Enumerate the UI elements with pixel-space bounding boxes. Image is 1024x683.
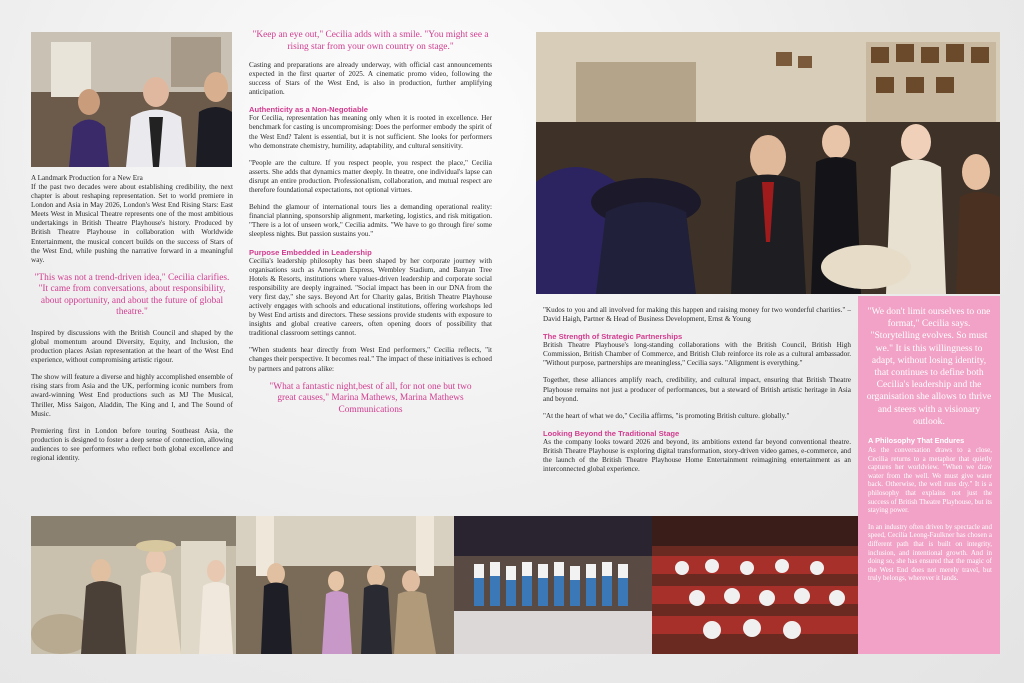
col3-paragraph-3: Together, these alliances amplify reach, credibility, and cultural impact, ensuring that British Theatre Playhouse remains not just a producer of performances, but a steward of British artistic heritage in Asia and beyond.	[543, 376, 851, 403]
photo-reception-crowd	[536, 32, 1000, 294]
col1-intro: If the past two decades were about establishing credibility, the next chapter is about reshaping representation. Set to world premiere in London and Asia in May 2026, London's West End Rising Stars: East Meets West in Musical Theatre represents one of the most ambitious undertakings in British Theatre Playhouse's history. Produced by British Theatre Playhouse in collaboration with Worldwide Entertainment, the musical concert builds on the success of Stars of the West End, while pushing the narrative forward in a meaningful way.	[31, 183, 233, 264]
heading-authenticity: Authenticity as a Non-Negotiable	[249, 105, 368, 115]
col3-paragraph-2: British Theatre Playhouse's long-standing collaborations with the British Council, British High Commission, British Chamber of Commerce, and British Club reinforce its role as a cultural ambassador. "Without purpose, partnerships are meaningless," Cecilia says. "Alignment is everything."	[543, 341, 851, 368]
sidebar-quote: "We don't limit ourselves to one format," Cecilia says. "Storytelling evolves. So must we." It is this willingness to adapt, without losing identity, that continues to define both Cecilia's leadership and the organisation she allows to thrive and steers with a visionary outlook.	[866, 306, 992, 427]
col1-paragraph-3: The show will feature a diverse and highly accomplished ensemble of rising stars from Asia and the UK, performing iconic numbers from award-winning West End productions such as MJ The Musical, Thriller, Miss Saigon, Aladdin, The King and I, and The Sound of Music.	[31, 373, 233, 418]
section-title-landmark: A Landmark Production for a New Era	[31, 174, 143, 182]
photo-students-group	[454, 516, 652, 654]
col3-paragraph-5: As the company looks toward 2026 and beyond, its ambitions extend far beyond conventional theatre. British Theatre Playhouse is exploring digital transformation, story-driven video games, e-commerce, and the launch of the British Theatre Playhouse Home Entertainment reimagining entertainment as an interconnected global experience.	[543, 437, 851, 474]
photo-stage-performance	[31, 516, 236, 654]
sidebar-paragraph-1: As the conversation draws to a close, Cecilia returns to a metaphor that quietly captures her worldview. "When we draw water from the well. We must give water back. Otherwise, the well runs dry." It is a philosophy that explains not just the success of British Theatre Playhouse, but its staying power.	[868, 446, 992, 515]
column-2	[249, 30, 492, 426]
heading-philosophy: A Philosophy That Endures	[868, 436, 965, 446]
col2-paragraph-6: "When students hear directly from West End performers," Cecilia reflects, "it changes their perspective. It becomes real." The impact of these initiatives is echoed by partners and patrons alike:	[249, 346, 492, 373]
col1-paragraph-4: Premiering first in London before touring Southeast Asia, the production is designed to foster a deep sense of connection, allowing audiences to see performers who reflect both global excellence and regional identity.	[31, 426, 233, 462]
col3-paragraph-1: "Kudos to you and all involved for making this happen and raising money for two wonderful charities." – David Haigh, Partner & Head of Business Development, Ernst & Young	[543, 306, 851, 324]
col3-paragraph-4: "At the heart of what we do," Cecilia affirms, "is promoting British culture. globally."	[543, 411, 790, 420]
column-1	[31, 174, 233, 471]
pull-quote-rising-star: "Keep an eye out," Cecilia adds with a smile. "You might see a rising star from your own country on stage."	[252, 30, 489, 52]
col2-paragraph-2: For Cecilia, representation has meaning only when it is rooted in excellence. Her benchmark for casting is uncompromising: Does the performer embody the spirit of the West End? Talent is essential, but it is not sufficient. She looks for performers who demonstrate chemistry, humility, adaptability, and cultural sensitivity.	[249, 114, 492, 150]
column-3	[543, 306, 851, 482]
col2-paragraph-5: Cecilia's leadership philosophy has been shaped by her corporate journey with organisations such as American Express, Wembley Stadium, and Banyan Tree Hotels & Resorts, institutions where values-driven leadership and corporate social responsibility are deeply ingrained. "Social impact has been in our DNA from the very first day," she says. Beyond Art for Charity galas, British Theatre Playhouse actively engages with schools and educational institutions, offering workshops led by West End artists and directors. These sessions provide students with exposure to insights and global creative careers, often opening doors of possibility that traditional classroom settings cannot.	[249, 256, 492, 338]
col1-paragraph-2: Inspired by discussions with the British Council and shaped by the global momentum around Diversity, Equity, and Inclusion, the production places Asian representation at the heart of the West End experience, without compromising artistic rigour.	[31, 328, 233, 365]
photo-theatre-audience	[652, 516, 858, 654]
col2-paragraph-3: "People are the culture. If you respect people, you respect the place," Cecilia asserts. She adds that dynamics matter deeply. In theatre, one individual's lapse can disrupt an entire production. Professionalism, collaboration, and mutual respect are therefore foundational expectations, not optional virtues.	[249, 158, 492, 195]
heading-beyond-stage: Looking Beyond the Traditional Stage	[543, 428, 680, 438]
photo-guests-at-event	[31, 32, 232, 167]
pull-quote-marina: "What a fantastic night,best of all, for not one but two great causes," Marina Mathews, Marina Mathews Communications	[269, 381, 472, 415]
pull-quote-trend: "This was not a trend-driven idea," Cecilia clarifies. "It came from conversations, about responsibility, about opportunity, and about the future of global theatre."	[34, 272, 230, 318]
sidebar-philosophy	[858, 296, 1000, 654]
sidebar-paragraph-2: In an industry often driven by spectacle and speed, Cecilia Leong-Faulkner has chosen a different path that is built on integrity, inclusion, and intentional growth. And in doing so, she has ensured that the magic of the West End does not merely travel, but truly belongs, wherever it lands.	[868, 522, 992, 583]
heading-purpose: Purpose Embedded in Leadership	[249, 247, 372, 257]
photo-ballroom-guests	[236, 516, 454, 654]
heading-partnerships: The Strength of Strategic Partnerships	[543, 332, 683, 342]
col2-paragraph-4: Behind the glamour of international tours lies a demanding operational reality: financial planning, sponsorship alignment, marketing, logistics, and risk mitigation. "There is a lot of unseen work," Cecilia admits. "We have to go through fire/ some sleepless nights. But passion sustains you."	[249, 203, 492, 239]
col2-paragraph-1: Casting and preparations are already underway, with official cast announcements expected in the first quarter of 2025. A cinematic promo video, following the success of Stars of the West End, is also in production, further amplifying anticipation.	[249, 61, 492, 97]
